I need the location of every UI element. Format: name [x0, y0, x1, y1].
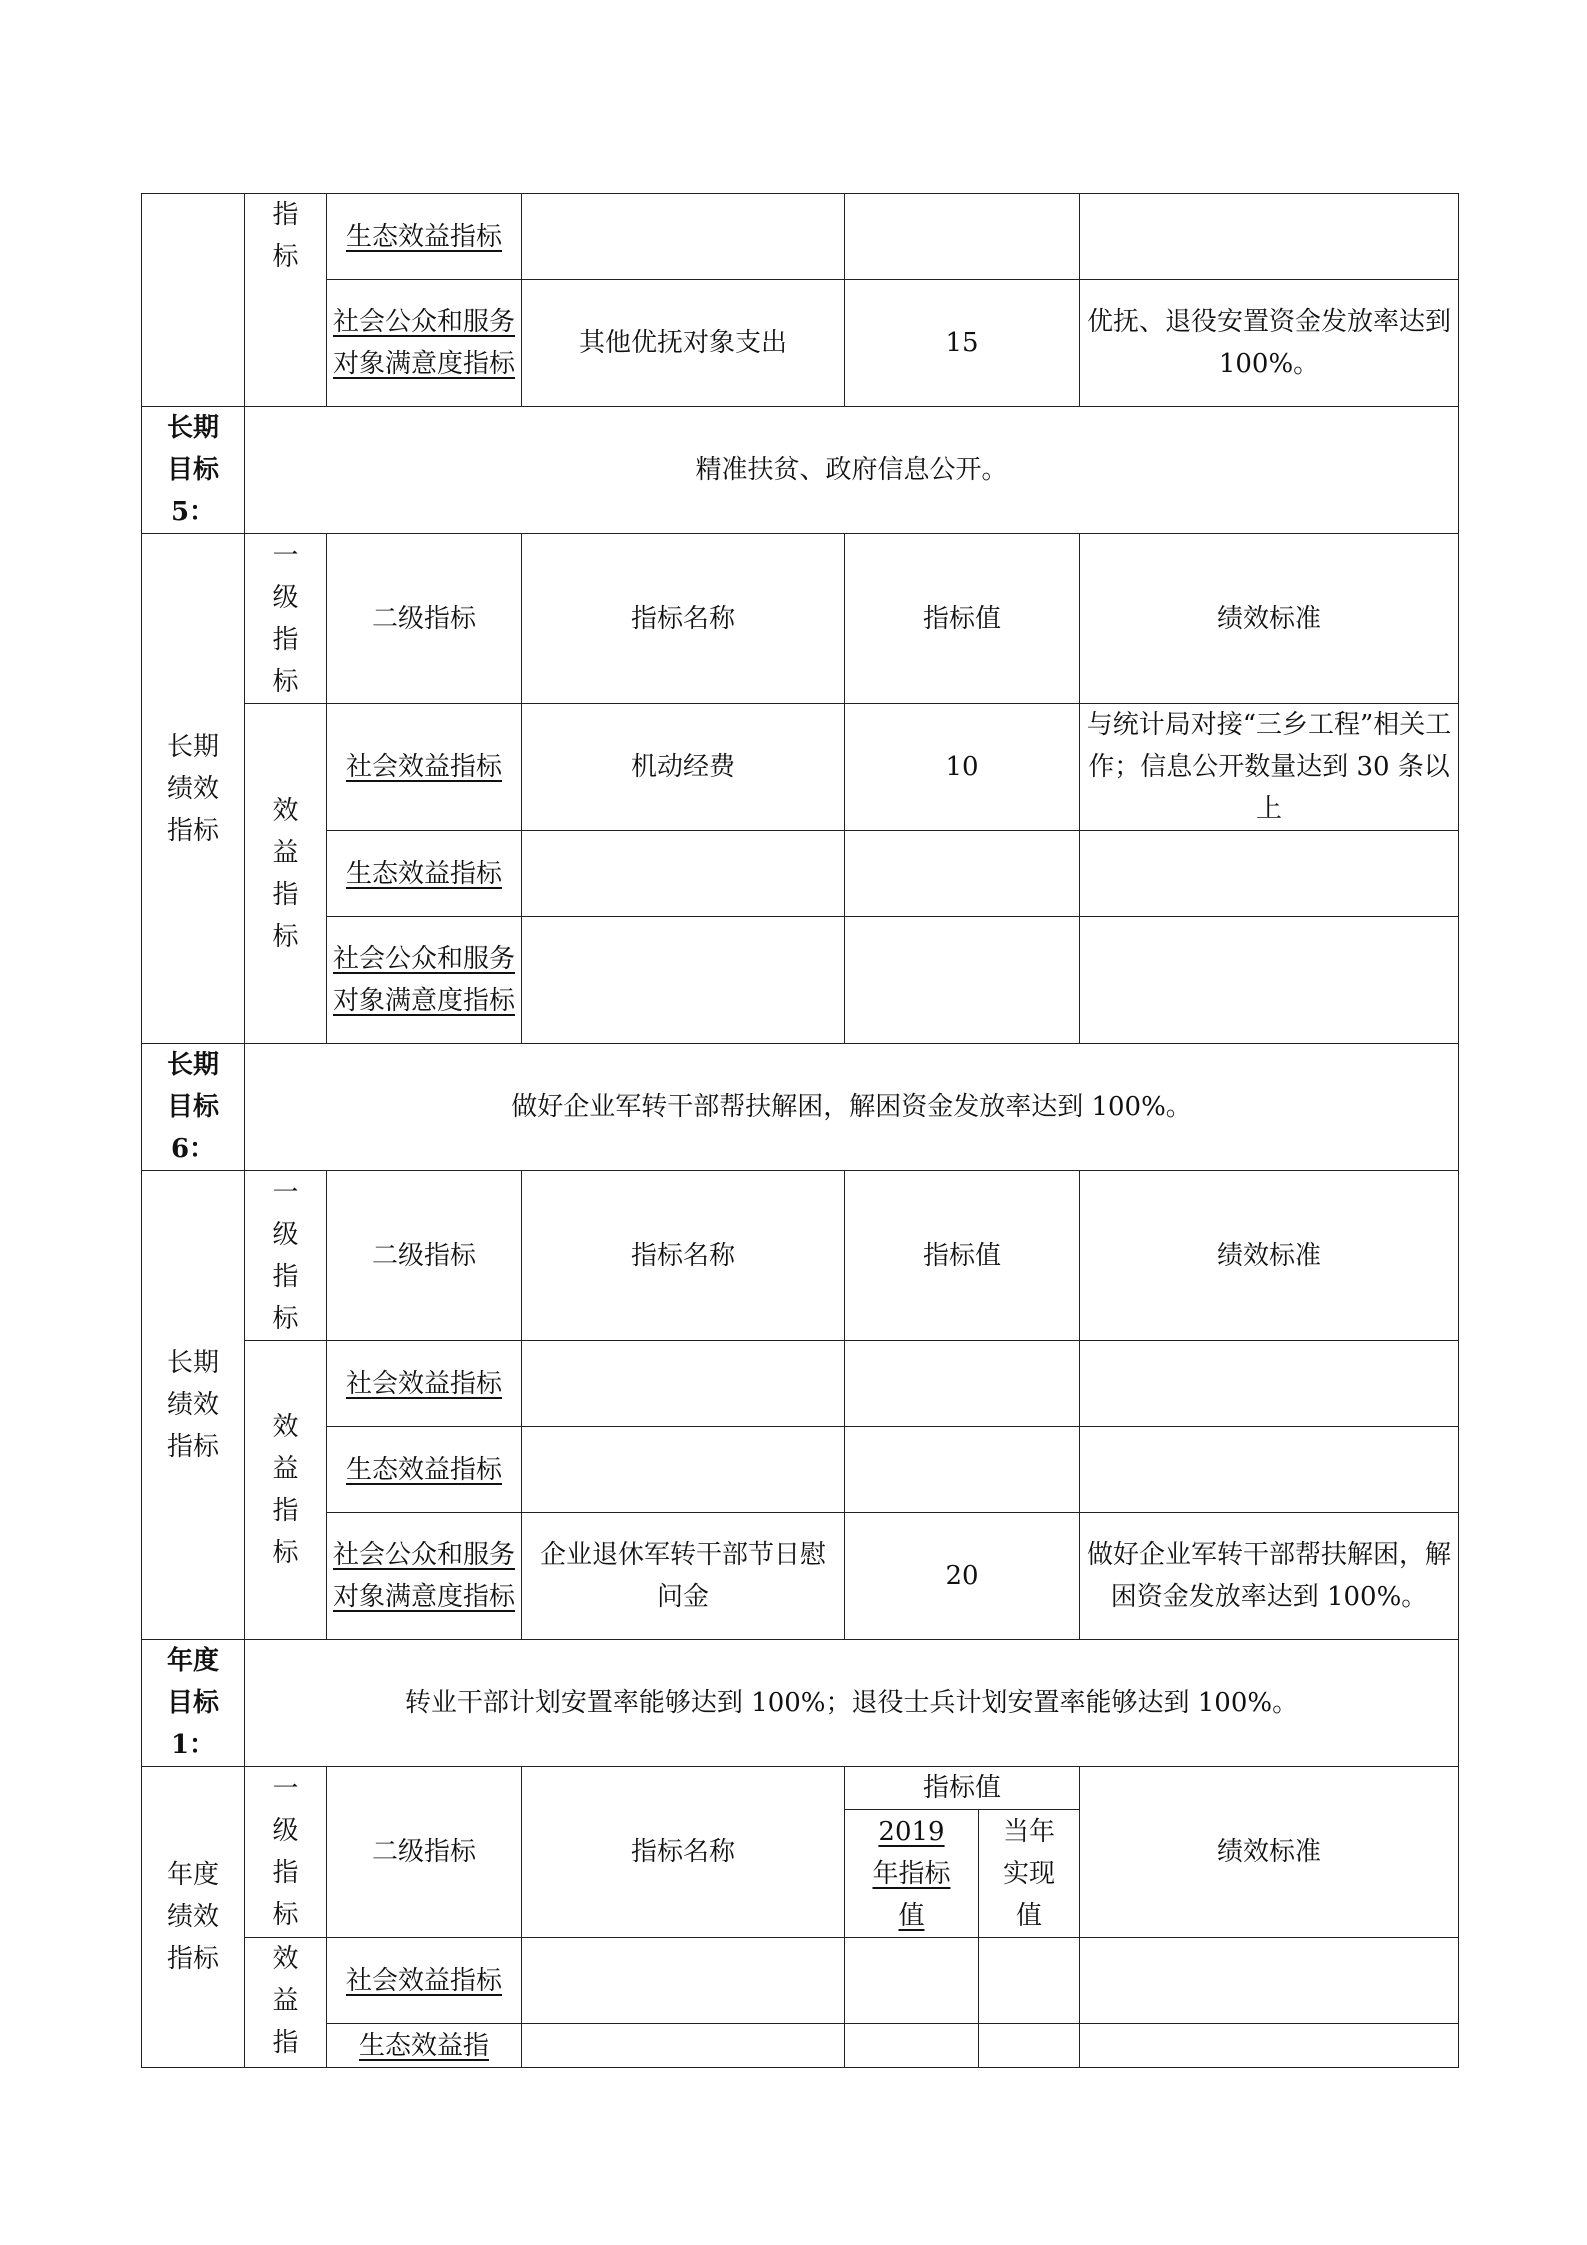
annual-social-standard — [1080, 1938, 1459, 2024]
long-term-goal-6-label: 长期目标6： — [142, 1044, 245, 1171]
eco-value-cell — [845, 194, 1080, 280]
benefit-indicator-label-5: 效益指标 — [245, 704, 327, 1044]
social-indicator-standard-5: 与统计局对接“三乡工程”相关工作；信息公开数量达到 30 条以上 — [1080, 704, 1459, 831]
header-value-5: 指标值 — [845, 534, 1080, 704]
long-term-goal-5-label: 长期目标5： — [142, 407, 245, 534]
annual-perf-label: 年度绩效指标 — [142, 1767, 245, 2068]
eco-indicator-label: 生态效益指标 — [327, 194, 522, 280]
annual-goal-1-text: 转业干部计划安置率能够达到 100%；退役士兵计划安置率能够达到 100%。 — [245, 1640, 1459, 1767]
annual-header-value-2019: 2019 年指标值 — [845, 1810, 979, 1938]
eco-standard-cell — [1080, 194, 1459, 280]
annual-social-name — [522, 1938, 845, 2024]
public-indicator-name-6: 企业退休军转干部节日慰问金 — [522, 1513, 845, 1640]
top-col1-cell — [142, 194, 245, 407]
social-indicator-label-6: 社会效益指标 — [327, 1341, 522, 1427]
header-name-5: 指标名称 — [522, 534, 845, 704]
header-level2-5: 二级指标 — [327, 534, 522, 704]
header-level1-5: 一级指标 — [245, 534, 327, 704]
annual-header-name: 指标名称 — [522, 1767, 845, 1938]
public-indicator-label: 社会公众和服务对象满意度指标 — [327, 280, 522, 407]
public-indicator-value: 15 — [845, 280, 1080, 407]
annual-social-indicator-label: 社会效益指标 — [327, 1938, 522, 2024]
annual-benefit-label: 效益指 — [245, 1938, 327, 2068]
long-term-perf-label-6: 长期绩效指标 — [142, 1171, 245, 1640]
eco-standard-5 — [1080, 831, 1459, 917]
performance-table — [141, 193, 1459, 2068]
public-indicator-label-6: 社会公众和服务对象满意度指标 — [327, 1513, 522, 1640]
public-indicator-name: 其他优抚对象支出 — [522, 280, 845, 407]
public-value-5 — [845, 917, 1080, 1044]
public-indicator-value-6: 20 — [845, 1513, 1080, 1640]
eco-value-6 — [845, 1427, 1080, 1513]
long-term-goal-6-text: 做好企业军转干部帮扶解困，解困资金发放率达到 100%。 — [245, 1044, 1459, 1171]
eco-name-5 — [522, 831, 845, 917]
header-level1-6: 一级指标 — [245, 1171, 327, 1341]
eco-standard-6 — [1080, 1427, 1459, 1513]
header-standard-5: 绩效标准 — [1080, 534, 1459, 704]
annual-header-level2: 二级指标 — [327, 1767, 522, 1938]
annual-eco-name — [522, 2024, 845, 2068]
public-name-5 — [522, 917, 845, 1044]
header-level2-6: 二级指标 — [327, 1171, 522, 1341]
header-value-6: 指标值 — [845, 1171, 1080, 1341]
annual-eco-value-2019 — [845, 2024, 979, 2068]
annual-header-value-actual: 当年实现值 — [979, 1810, 1080, 1938]
social-indicator-name-5: 机动经费 — [522, 704, 845, 831]
social-name-6 — [522, 1341, 845, 1427]
eco-name-cell — [522, 194, 845, 280]
annual-eco-indicator-label: 生态效益指 — [327, 2024, 522, 2068]
public-indicator-label-5: 社会公众和服务对象满意度指标 — [327, 917, 522, 1044]
annual-eco-standard — [1080, 2024, 1459, 2068]
annual-eco-value-actual — [979, 2024, 1080, 2068]
annual-social-value-2019 — [845, 1938, 979, 2024]
benefit-indicator-label-6: 效益指标 — [245, 1341, 327, 1640]
eco-indicator-label-5: 生态效益指标 — [327, 831, 522, 917]
annual-header-value-group: 指标值 — [845, 1767, 1080, 1810]
long-term-goal-5-text: 精准扶贫、政府信息公开。 — [245, 407, 1459, 534]
long-term-perf-label-5: 长期绩效指标 — [142, 534, 245, 1044]
header-standard-6: 绩效标准 — [1080, 1171, 1459, 1341]
social-standard-6 — [1080, 1341, 1459, 1427]
social-indicator-value-5: 10 — [845, 704, 1080, 831]
social-value-6 — [845, 1341, 1080, 1427]
annual-social-value-actual — [979, 1938, 1080, 2024]
annual-header-level1: 一级指标 — [245, 1767, 327, 1938]
public-standard-5 — [1080, 917, 1459, 1044]
level1-tail-label: 指 标 — [245, 194, 327, 407]
annual-header-standard: 绩效标准 — [1080, 1767, 1459, 1938]
public-indicator-standard-6: 做好企业军转干部帮扶解困，解困资金发放率达到 100%。 — [1080, 1513, 1459, 1640]
eco-value-5 — [845, 831, 1080, 917]
header-name-6: 指标名称 — [522, 1171, 845, 1341]
public-indicator-standard: 优抚、退役安置资金发放率达到 100%。 — [1080, 280, 1459, 407]
eco-name-6 — [522, 1427, 845, 1513]
eco-indicator-label-6: 生态效益指标 — [327, 1427, 522, 1513]
social-indicator-label-5: 社会效益指标 — [327, 704, 522, 831]
annual-goal-1-label: 年度目标1： — [142, 1640, 245, 1767]
